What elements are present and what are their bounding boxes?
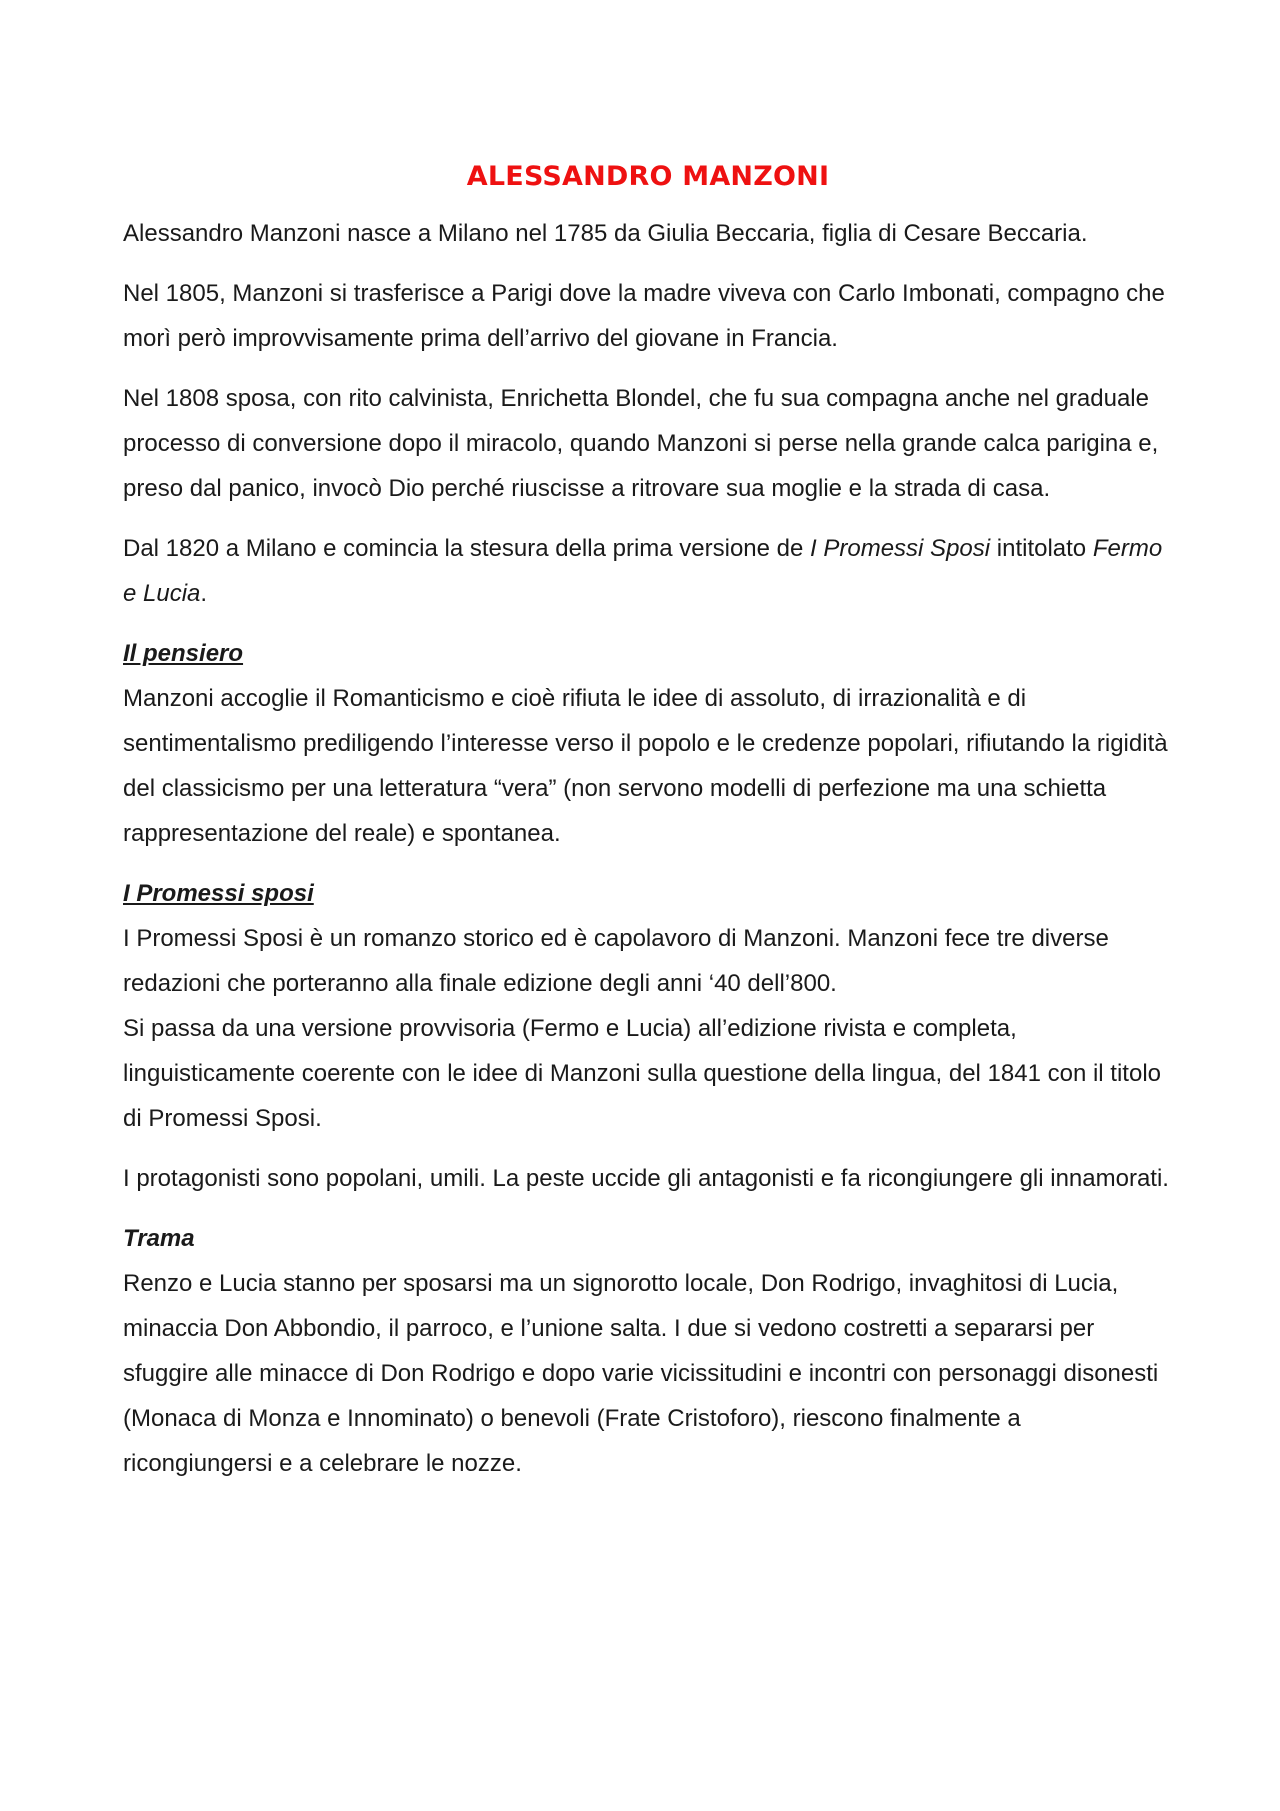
paragraph-trama: Renzo e Lucia stanno per sposarsi ma un signorotto locale, Don Rodrigo, invaghitosi di Lucia, minaccia Don Abbondio, il parroco, e l’unione salta. I due si vedono costretti a separarsi per sfuggire alle minacce di Don Rodrigo e dopo varie vicissitudini e incontri con personaggi disonesti (Monaca di Monza e Innominato) o benevoli (Frate Cristoforo), riescono finalmente a ricongiungersi e a celebrare le nozze. (123, 1270, 1159, 1477)
heading-pensiero: Il pensiero (123, 640, 244, 667)
first-version-text-b: intitolato (990, 535, 1093, 562)
heading-trama: Trama (123, 1225, 195, 1252)
paragraph-romanzo: I Promessi Sposi è un romanzo storico ed è capolavoro di Manzoni. Manzoni fece tre diverse redazioni che porteranno alla finale edizione degli anni ‘40 dell’800. (123, 925, 1109, 997)
paragraph-protagonisti: I protagonisti sono popolani, umili. La peste uccide gli antagonisti e fa ricongiungere gli innamorati. (123, 1165, 1169, 1192)
heading-promessi-sposi: I Promessi sposi (123, 880, 314, 907)
paragraph-marriage: Nel 1808 sposa, con rito calvinista, Enrichetta Blondel, che fu sua compagna anche nel graduale processo di conversione dopo il miracolo, quando Manzoni si perse nella grande calca parigina e, preso dal panico, invocò Dio perché riuscisse a ritrovare sua moglie e la strada di casa. (123, 385, 1159, 502)
first-version-title-italic: I Promessi Sposi (810, 535, 991, 562)
paragraph-paris: Nel 1805, Manzoni si trasferisce a Parigi dove la madre viveva con Carlo Imbonati, compagno che morì però improvvisamente prima dell’arrivo del giovane in Francia. (123, 280, 1165, 352)
first-version-text-c: . (200, 580, 208, 607)
document-body (123, 148, 1173, 1501)
paragraph-birth: Alessandro Manzoni nasce a Milano nel 1785 da Giulia Beccaria, figlia di Cesare Beccaria. (123, 220, 1088, 247)
paragraph-first-version (123, 526, 1173, 616)
page-title: ALESSANDRO MANZONI (466, 161, 830, 192)
paragraph-pensiero: Manzoni accoglie il Romanticismo e cioè rifiuta le idee di assoluto, di irrazionalità e di sentimentalismo prediligendo l’interesse verso il popolo e le credenze popolari, rifiutando la rigidità del classicismo per una letteratura “vera” (non servono modelli di perfezione ma una schietta rappresentazione del reale) e spontanea. (123, 685, 1168, 847)
first-version-text-a: Dal 1820 a Milano e comincia la stesura della prima versione de (123, 535, 811, 562)
paragraph-versioni: Si passa da una versione provvisoria (Fermo e Lucia) all’edizione rivista e completa, linguisticamente coerente con le idee di Manzoni sulla questione della lingua, del 1841 con il titolo di Promessi Sposi. (123, 1015, 1161, 1132)
first-version-alt-title-italic: Fermo e Lucia (123, 535, 1163, 607)
